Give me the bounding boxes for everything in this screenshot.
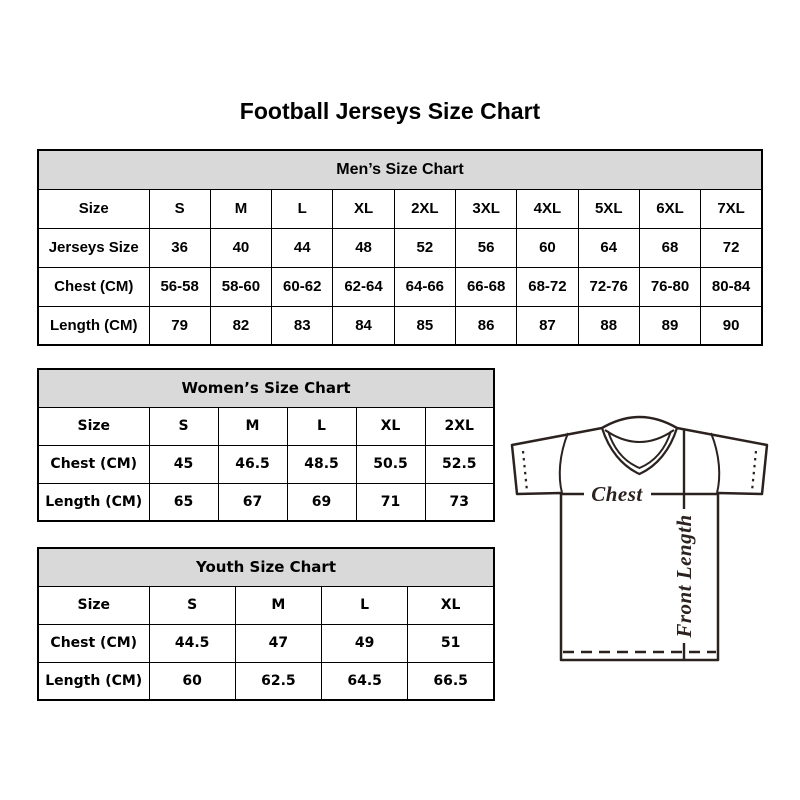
row-label-cell: Chest (CM) [38, 445, 149, 483]
page-title: Football Jerseys Size Chart [239, 98, 541, 124]
size-value-cell: M [218, 407, 287, 445]
size-value-cell: 51 [408, 624, 494, 662]
size-value-cell: 60 [517, 228, 578, 267]
size-value-cell: 67 [218, 483, 287, 521]
size-value-cell: 47 [235, 624, 321, 662]
size-value-cell: 45 [149, 445, 218, 483]
row-label-cell: Length (CM) [38, 306, 149, 345]
size-value-cell: 84 [333, 306, 394, 345]
size-value-cell: 82 [210, 306, 271, 345]
size-value-cell: 48.5 [287, 445, 356, 483]
row-label-cell: Length (CM) [38, 662, 149, 700]
size-value-cell: 68-72 [517, 267, 578, 306]
size-value-cell: 76-80 [639, 267, 700, 306]
size-row [38, 586, 494, 624]
size-value-cell: 85 [394, 306, 455, 345]
size-value-cell: L [272, 189, 333, 228]
size-value-cell: 80-84 [701, 267, 762, 306]
size-row [38, 228, 762, 267]
mens-size-table [37, 149, 763, 346]
size-value-cell: 71 [356, 483, 425, 521]
youth-size-table [37, 547, 495, 701]
size-value-cell: 44.5 [149, 624, 235, 662]
womens-table-title-row [38, 369, 494, 407]
size-value-cell: 48 [333, 228, 394, 267]
womens-table-body [38, 407, 494, 521]
row-label-cell: Length (CM) [38, 483, 149, 521]
size-value-cell: L [287, 407, 356, 445]
size-value-cell: 69 [287, 483, 356, 521]
womens-size-table [37, 368, 495, 522]
jersey-outline-icon [512, 417, 767, 660]
size-value-cell: 58-60 [210, 267, 271, 306]
size-value-cell: 60-62 [272, 267, 333, 306]
size-row [38, 189, 762, 228]
size-value-cell: 64-66 [394, 267, 455, 306]
size-value-cell: 44 [272, 228, 333, 267]
size-row [38, 407, 494, 445]
size-value-cell: 49 [322, 624, 408, 662]
youth-table-title: Youth Size Chart [38, 548, 494, 586]
size-row [38, 267, 762, 306]
left-sleeve-seam [560, 433, 568, 493]
size-value-cell: 68 [639, 228, 700, 267]
size-value-cell: 79 [149, 306, 210, 345]
size-value-cell: 90 [701, 306, 762, 345]
size-value-cell: 46.5 [218, 445, 287, 483]
size-value-cell: L [322, 586, 408, 624]
size-value-cell: 86 [455, 306, 516, 345]
size-value-cell: 64.5 [322, 662, 408, 700]
jersey-diagram [505, 410, 777, 672]
size-value-cell: 62-64 [333, 267, 394, 306]
size-value-cell: 64 [578, 228, 639, 267]
mens-table-title-row [38, 150, 762, 189]
size-value-cell: 2XL [394, 189, 455, 228]
size-value-cell: S [149, 586, 235, 624]
size-value-cell: 66-68 [455, 267, 516, 306]
size-value-cell: 4XL [517, 189, 578, 228]
size-value-cell: 6XL [639, 189, 700, 228]
size-value-cell: 36 [149, 228, 210, 267]
row-label-cell: Chest (CM) [38, 624, 149, 662]
size-row [38, 483, 494, 521]
collar-back-arc [605, 430, 674, 442]
chest-label: Chest [591, 481, 643, 506]
size-value-cell: 50.5 [356, 445, 425, 483]
size-value-cell: S [149, 189, 210, 228]
right-cuff-stitch [752, 451, 756, 491]
row-label-cell: Size [38, 586, 149, 624]
size-value-cell: M [210, 189, 271, 228]
size-value-cell: 88 [578, 306, 639, 345]
size-value-cell: 56-58 [149, 267, 210, 306]
size-value-cell: 89 [639, 306, 700, 345]
size-value-cell: M [235, 586, 321, 624]
size-row [38, 624, 494, 662]
left-cuff-stitch [523, 451, 527, 491]
size-row [38, 662, 494, 700]
size-row [38, 445, 494, 483]
youth-table-body [38, 586, 494, 700]
size-value-cell: 7XL [701, 189, 762, 228]
size-value-cell: 60 [149, 662, 235, 700]
size-value-cell: 73 [425, 483, 494, 521]
front-length-label: Front Length [671, 514, 696, 638]
size-value-cell: XL [333, 189, 394, 228]
size-value-cell: 87 [517, 306, 578, 345]
size-value-cell: 65 [149, 483, 218, 521]
youth-table-title-row [38, 548, 494, 586]
size-value-cell: 2XL [425, 407, 494, 445]
size-value-cell: 52.5 [425, 445, 494, 483]
mens-table-body [38, 189, 762, 345]
size-value-cell: 62.5 [235, 662, 321, 700]
row-label-cell: Size [38, 407, 149, 445]
size-row [38, 306, 762, 345]
mens-table-title: Men’s Size Chart [38, 150, 762, 189]
size-value-cell: 5XL [578, 189, 639, 228]
row-label-cell: Chest (CM) [38, 267, 149, 306]
size-value-cell: 40 [210, 228, 271, 267]
size-value-cell: 72-76 [578, 267, 639, 306]
row-label-cell: Jerseys Size [38, 228, 149, 267]
size-value-cell: 83 [272, 306, 333, 345]
size-value-cell: 72 [701, 228, 762, 267]
size-value-cell: 66.5 [408, 662, 494, 700]
size-value-cell: S [149, 407, 218, 445]
size-value-cell: 3XL [455, 189, 516, 228]
size-value-cell: XL [408, 586, 494, 624]
row-label-cell: Size [38, 189, 149, 228]
size-value-cell: XL [356, 407, 425, 445]
size-value-cell: 52 [394, 228, 455, 267]
right-sleeve-seam [711, 433, 719, 493]
size-value-cell: 56 [455, 228, 516, 267]
womens-table-title: Women’s Size Chart [38, 369, 494, 407]
